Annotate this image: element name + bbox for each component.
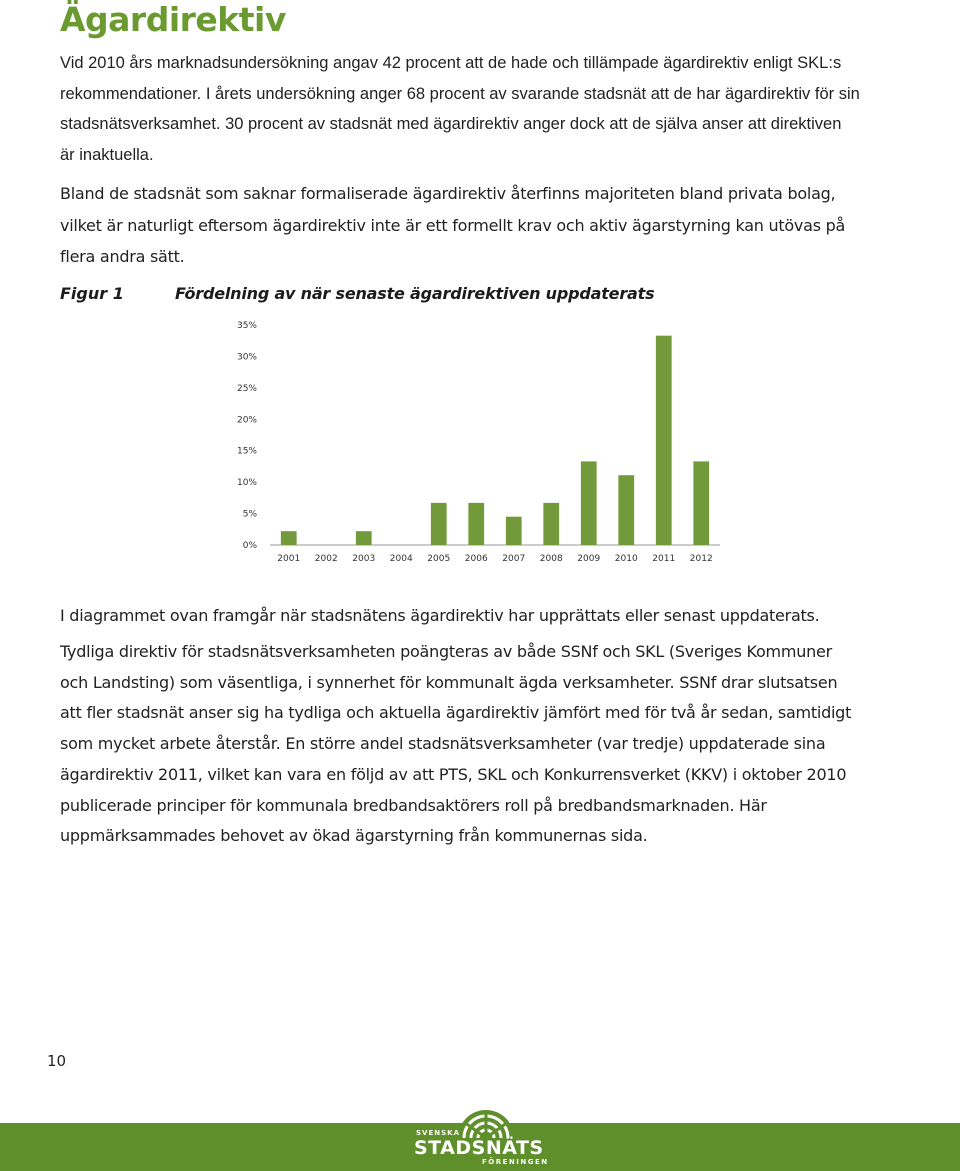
bar-2007 [506,517,522,545]
figure-label: Figur 1 [60,284,124,303]
y-tick-label: 35% [236,321,257,331]
bar-2012 [693,461,709,545]
figure-title: Fördelning av när senaste ägardirektiven uppdaterats [175,284,655,303]
y-tick-label: 0% [242,541,257,551]
x-tick-label: 2012 [689,554,713,564]
y-tick-label: 15% [236,446,257,457]
x-tick-label: 2008 [539,554,563,564]
x-tick-label: 2011 [652,554,676,564]
bar-2001 [281,531,297,545]
page-title: Ägardirektiv [60,0,286,39]
chart-caption-paragraph: I diagrammet ovan framgår när stadsnätens ägardirektiv har upprättats eller senast uppdaterats. [60,606,820,625]
y-tick-label: 10% [236,478,257,489]
x-tick-label: 2010 [614,554,638,564]
x-tick-label: 2001 [277,554,301,564]
intro-paragraph: Vid 2010 års marknadsundersökning angav 42 procent att de hade och tillämpade ägardirektiv enligt SKL:s rekommendationer. I årets undersökning anger 68 procent av svarande stadsnät att de har ägardirektiv för sin stadsnätsverksamhet. 30 procent av stadsnät med ägardirektiv anger dock att de själva anser att direktiven är inaktuella. [60,54,860,164]
logo-text-main: STADSNÄTS [414,1137,544,1159]
bar-2003 [356,531,372,545]
x-tick-label: 2006 [464,554,488,564]
bar-2010 [618,475,634,545]
y-tick-label: 25% [236,383,257,394]
x-tick-label: 2004 [389,554,413,564]
bar-chart [230,315,730,575]
bar-2008 [543,503,559,545]
private-companies-paragraph: Bland de stadsnät som saknar formaliserade ägardirektiv återfinns majoriteten bland privata bolag, vilket är naturligt eftersom ägardirektiv inte är ett formellt krav och aktiv ägarstyrning kan utövas på flera andra sätt. [60,184,846,266]
ssnf-logo [400,1104,570,1171]
directives-paragraph: Tydliga direktiv för stadsnätsverksamheten poängteras av både SSNf och SKL (Sveriges Kommuner och Landsting) som väsentliga, i synnerhet för kommunalt ägda verksamheter. SSNf drar slutsatsen att fler stadsnät anser sig ha tydliga och aktuella ägardirektiv jämfört med för två år sedan, samtidigt som mycket arbete återstår. En större andel stadsnätsverksamheter (var tredje) uppdaterade sina ägardirektiv 2011, vilket kan vara en följd av att PTS, SKL och Konkurrensverket (KKV) i oktober 2010 publicerade principer för kommunala bredbandsaktörers roll på bredbandsmarknaden. Här uppmärksammades behovet av ökad ägarstyrning från kommunernas sida. [60,642,852,846]
x-tick-label: 2009 [577,554,601,564]
page-number: 10 [47,1052,67,1070]
bar-2011 [656,336,672,545]
x-tick-label: 2005 [427,554,451,564]
x-tick-label: 2007 [502,554,526,564]
x-tick-label: 2002 [314,554,338,564]
bar-2009 [581,461,597,545]
bar-2006 [468,503,484,545]
y-tick-label: 5% [242,509,257,520]
y-tick-label: 20% [236,415,257,426]
logo-text-sub: FÖRENINGEN [482,1158,549,1166]
x-tick-label: 2003 [352,554,376,564]
bar-2005 [431,503,447,545]
y-tick-label: 30% [236,352,257,363]
logo-text-small: SVENSKA [416,1129,460,1137]
